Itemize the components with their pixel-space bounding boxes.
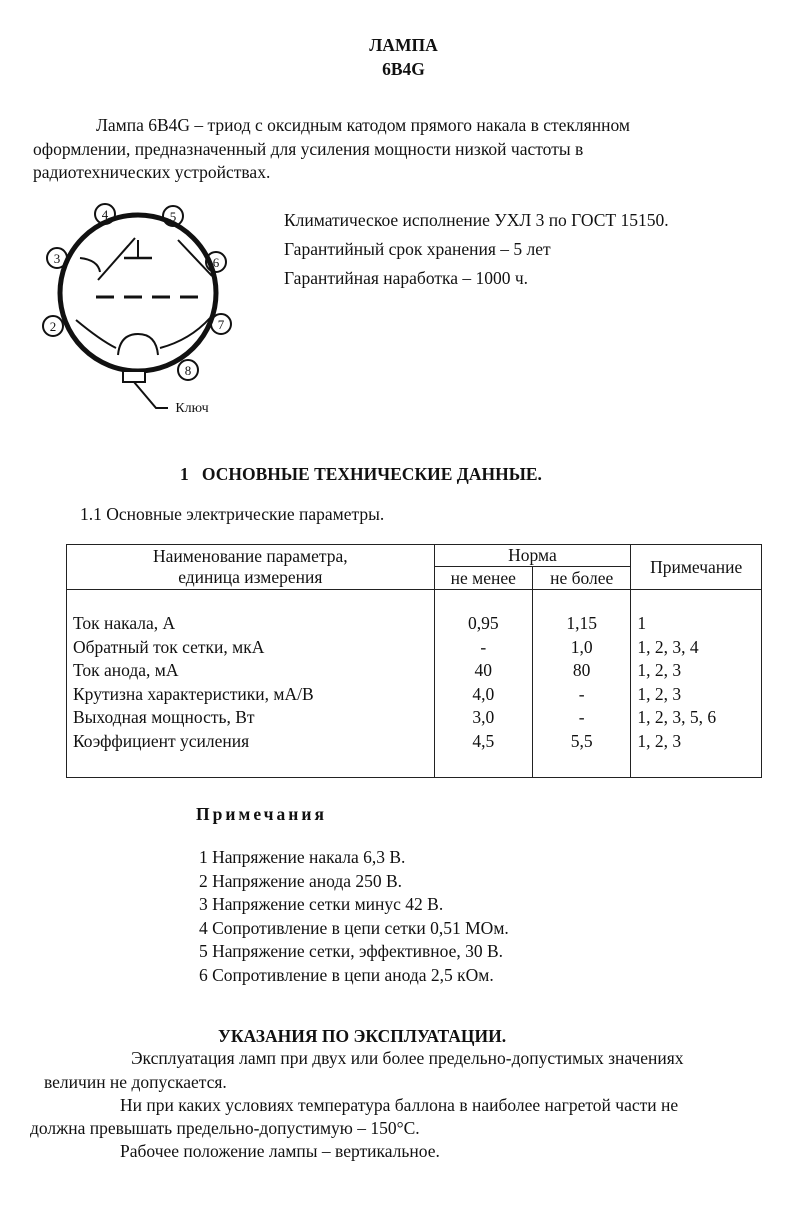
section-title: ОСНОВНЫЕ ТЕХНИЧЕСКИЕ ДАННЫЕ. (201, 464, 542, 484)
column-max (533, 590, 631, 778)
note-item: 2 Напряжение анода 250 В. (199, 870, 403, 891)
grid-lead (80, 258, 100, 272)
row-4-min: 4,0 (472, 683, 495, 704)
spec-climate: Климатическое исполнение УХЛ 3 по ГОСТ 15150. (284, 210, 669, 230)
note-item: 1 Напряжение накала 6,3 В. (199, 847, 406, 867)
header-min: не менее (434, 567, 532, 590)
tube-base-circle (60, 215, 216, 371)
section-1-heading (180, 463, 542, 487)
pin-7-label: 7 (217, 317, 225, 332)
row-3-min: 40 (474, 660, 493, 680)
header-name-line-1: Наименование параметра, (152, 546, 348, 566)
row-6-max: 5,5 (570, 730, 593, 751)
row-5-name: Выходная мощность, Вт (73, 707, 255, 727)
operation-p2-line-2: должна превышать предельно-допустимую – 150°С. (30, 1118, 420, 1138)
row-1-min: 0,95 (467, 613, 499, 633)
notes-heading: Примечания (196, 804, 327, 824)
pin-diagram (40, 200, 260, 420)
header-max: не более (533, 567, 631, 590)
operation-p1-line-1: Эксплуатация ламп при двух или более предельно-допустимых значениях (131, 1048, 684, 1068)
header-note: Примечание (631, 545, 762, 590)
header-name-line-2: единица измерения (178, 567, 323, 587)
pin-2-label: 2 (49, 319, 57, 334)
note-item: 5 Напряжение сетки, эффективное, 30 В. (199, 941, 504, 961)
parameters-table (66, 544, 762, 778)
intro-line-1: Лампа 6B4G – триод с оксидным катодом прямого накала в стеклянном (96, 115, 630, 135)
row-4-note: 1, 2, 3 (637, 683, 682, 704)
column-min (434, 590, 532, 778)
intro-line-3: радиотехнических устройствах. (33, 162, 271, 182)
spec-block (284, 206, 669, 293)
row-1-note: 1 (637, 613, 647, 633)
row-1-max: 1,15 (566, 613, 597, 633)
pin-8-label: 8 (184, 363, 192, 378)
row-3-note: 1, 2, 3 (637, 660, 682, 680)
row-5-note: 1, 2, 3, 5, 6 (637, 707, 717, 727)
column-note (631, 590, 762, 778)
header-name-cell (67, 545, 435, 590)
notes-list (199, 846, 509, 987)
row-2-min: - (480, 636, 487, 657)
row-3-max: 80 (572, 660, 591, 680)
key-notch (118, 334, 158, 355)
spec-life: Гарантийная наработка – 1000 ч. (284, 268, 529, 288)
tube-model: 6B4G (382, 59, 425, 79)
intro-line-2: оформлении, предназначенный для усиления мощности низкой частоты в (33, 139, 584, 159)
operation-heading: УКАЗАНИЯ ПО ЭКСПЛУАТАЦИИ. (218, 1026, 507, 1046)
operation-p2-line-1: Ни при каких условиях температура баллона в наиболее нагретой части не (120, 1095, 679, 1115)
pin-6-label: 6 (212, 255, 220, 270)
section-subtitle: 1.1 Основные электрические параметры. (80, 504, 385, 524)
pin-3-label: 3 (53, 251, 61, 266)
note-item: 6 Сопротивление в цепи анода 2,5 кОм. (199, 964, 494, 985)
key-tab (123, 371, 145, 382)
key-leader-line (134, 382, 168, 408)
row-1-name: Ток накала, А (73, 613, 176, 633)
row-5-max: - (578, 707, 585, 727)
operation-p3: Рабочее положение лампы – вертикальное. (120, 1141, 440, 1161)
note-item: 4 Сопротивление в цепи сетки 0,51 МОм. (199, 917, 509, 938)
row-3-name: Ток анода, мА (73, 660, 179, 680)
page-title: ЛАМПА (369, 35, 438, 55)
row-4-max: - (578, 683, 585, 704)
section-number: 1 (180, 464, 189, 484)
row-6-min: 4,5 (472, 730, 495, 751)
spec-storage: Гарантийный срок хранения – 5 лет (284, 239, 551, 259)
column-names (67, 590, 435, 778)
note-item: 3 Напряжение сетки минус 42 В. (199, 894, 444, 914)
row-6-note: 1, 2, 3 (637, 730, 682, 751)
header-norm: Норма (434, 545, 631, 567)
row-4-name: Крутизна характеристики, мА/В (73, 683, 314, 704)
row-5-min: 3,0 (472, 707, 495, 727)
row-6-name: Коэффициент усиления (73, 730, 250, 751)
row-2-max: 1,0 (570, 636, 593, 657)
row-2-name: Обратный ток сетки, мкА (73, 636, 265, 657)
operation-p1-line-2: величин не допускается. (44, 1072, 227, 1092)
pin-5-label: 5 (169, 209, 177, 224)
key-label: Ключ (175, 401, 209, 416)
pin-4-label: 4 (101, 207, 109, 222)
row-2-note: 1, 2, 3, 4 (637, 636, 699, 657)
